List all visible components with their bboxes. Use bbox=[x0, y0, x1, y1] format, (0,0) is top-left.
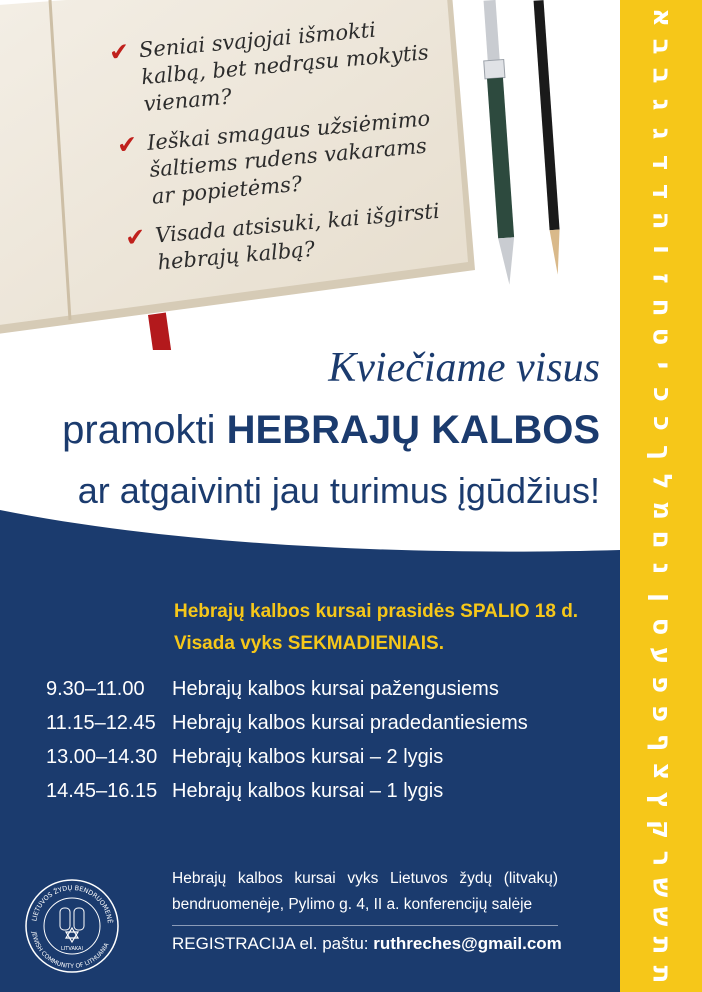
pen-and-pencil-illustration bbox=[470, 0, 590, 300]
logo-bottom-text: JEWISH COMMUNITY OF LITHUANIA bbox=[30, 931, 111, 971]
schedule-course: Hebrajų kalbos kursai pažengusiems bbox=[172, 677, 499, 700]
registration bbox=[172, 934, 562, 954]
checklist-item bbox=[124, 197, 447, 279]
hebrew-letter: ט bbox=[646, 327, 677, 346]
hebrew-letter: פ bbox=[646, 704, 677, 723]
schedule-time: 11.15–12.45 bbox=[46, 711, 156, 734]
hebrew-letter: ה bbox=[646, 211, 677, 230]
hebrew-letter: ך bbox=[646, 444, 677, 461]
course-info bbox=[174, 596, 578, 660]
checkmark-icon: ✔ bbox=[116, 129, 139, 160]
hebrew-letter: ב bbox=[646, 38, 677, 55]
hebrew-letter: ן bbox=[646, 593, 677, 602]
hebrew-letter: ס bbox=[646, 617, 677, 636]
hebrew-letter: ף bbox=[646, 733, 677, 752]
hebrew-letter: א bbox=[646, 8, 677, 27]
schedule-time: 13.00–14.30 bbox=[46, 745, 158, 768]
invite-line: ar atgaivinti jau turimus įgūdžius! bbox=[77, 470, 600, 511]
invite-highlight: HEBRAJŲ KALBOS bbox=[226, 408, 600, 452]
hebrew-letter: ץ bbox=[646, 791, 677, 810]
checklist-text: Ieškai smagaus užsiėmimo šaltiems rudens vakarams ar popietėms? bbox=[146, 106, 432, 209]
hebrew-letter: ל bbox=[646, 473, 677, 490]
checklist-item bbox=[116, 105, 442, 214]
hebrew-letter: נ bbox=[646, 562, 677, 575]
course-start-text: Hebrajų kalbos kursai prasidės SPALIO 18 d. bbox=[174, 601, 579, 622]
hebrew-letter: מ bbox=[646, 501, 677, 520]
schedule-time: 14.45–16.15 bbox=[46, 779, 158, 802]
registration-label: REGISTRACIJA el. paštu: bbox=[172, 934, 374, 953]
hebrew-letter: ת bbox=[646, 936, 677, 955]
hebrew-letter: צ bbox=[646, 763, 677, 780]
hebrew-letter: ו bbox=[646, 245, 677, 254]
hebrew-letter: ז bbox=[646, 273, 677, 284]
schedule-row bbox=[46, 774, 528, 808]
logo-badge-text: LITVAKAI bbox=[61, 946, 83, 952]
hebrew-letter: ק bbox=[646, 819, 677, 840]
hebrew-letter: כ bbox=[646, 387, 677, 402]
hebrew-letter: י bbox=[646, 361, 677, 370]
schedule-course: Hebrajų kalbos kursai pradedantiesiems bbox=[172, 711, 528, 734]
schedule-course: Hebrajų kalbos kursai – 1 lygis bbox=[172, 779, 444, 802]
hebrew-letter: ע bbox=[646, 646, 677, 665]
hebrew-letter: ח bbox=[646, 298, 677, 317]
schedule-time: 9.30–11.00 bbox=[46, 677, 145, 700]
checklist bbox=[108, 12, 449, 291]
hebrew-letter: ג bbox=[646, 98, 677, 111]
hebrew-letter: ג bbox=[646, 127, 677, 140]
location-text: Hebrajų kalbos kursai vyks Lietuvos žydų (litvakų) bendruomenėje, Pylimo g. 4, II a. konferencijų salėje bbox=[172, 870, 558, 913]
checkmark-icon: ✔ bbox=[124, 222, 147, 253]
hebrew-letter: ב bbox=[646, 67, 677, 84]
community-logo bbox=[22, 876, 122, 976]
hebrew-letter: ד bbox=[646, 183, 677, 200]
schedule-list bbox=[46, 672, 528, 808]
hebrew-letter: ר bbox=[646, 850, 677, 867]
schedule-row bbox=[46, 740, 528, 774]
registration-email[interactable]: ruthreches@gmail.com bbox=[373, 934, 562, 953]
hebrew-letter: ש bbox=[646, 906, 677, 927]
invite-heading: Kviečiame visus bbox=[328, 345, 600, 391]
hebrew-letter: ת bbox=[646, 965, 677, 984]
checklist-text: Visada atsisuki, kai išgirsti hebrajų kalbą? bbox=[154, 198, 441, 275]
course-day-text: Visada vyks SEKMADIENIAIS. bbox=[174, 633, 444, 654]
schedule-row bbox=[46, 672, 528, 706]
hebrew-letter: ד bbox=[646, 154, 677, 171]
checkmark-icon: ✔ bbox=[107, 37, 131, 67]
divider bbox=[172, 925, 558, 926]
logo-top-text: LIETUVOS ŽYDŲ BENDRUOMENĖ bbox=[30, 883, 114, 924]
invite-subheading bbox=[0, 408, 600, 453]
schedule-course: Hebrajų kalbos kursai – 2 lygis bbox=[172, 745, 444, 768]
hebrew-letter: פ bbox=[646, 675, 677, 694]
hebrew-alphabet-strip bbox=[620, 0, 702, 992]
checklist-text: Seniai svajojai išmokti kalbą, bet nedrąsu mokytis vienam? bbox=[137, 17, 430, 117]
schedule-row bbox=[46, 706, 528, 740]
hebrew-letter: ש bbox=[646, 877, 677, 898]
hebrew-letter: ם bbox=[646, 530, 677, 549]
hebrew-letter: כ bbox=[646, 416, 677, 431]
invite-prefix: pramokti bbox=[62, 408, 227, 452]
